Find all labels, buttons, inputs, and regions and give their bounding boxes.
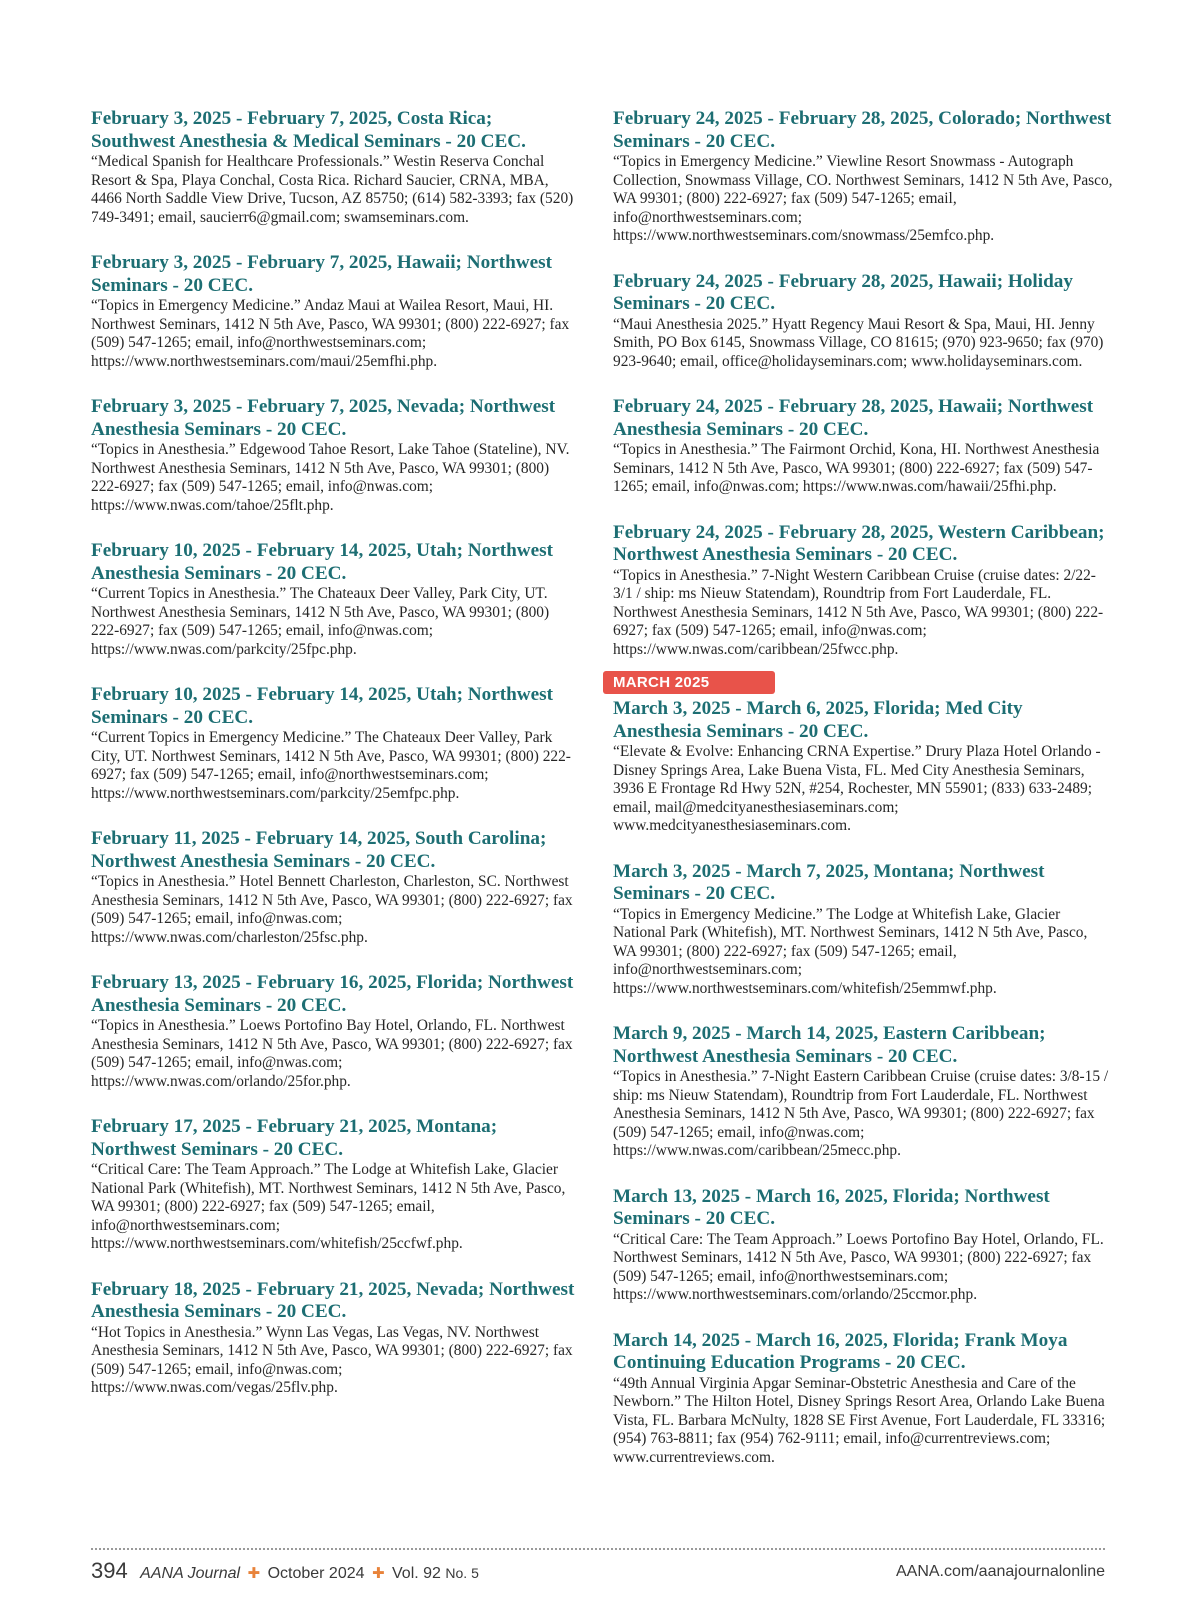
entry-heading: March 3, 2025 - March 6, 2025, Florida; Med City Anesthesia Seminars - 20 CEC. [613,698,1023,742]
entry-details: “Topics in Anesthesia.” 7-Night Western Caribbean Cruise (cruise dates: 2/22-3/1 / ship: ms Nieuw Statendam), Roundtrip from Fort Lauderdale, FL. Northwest Anesthesia Seminars, 1412 N 5th Ave, Pasco, WA 99301; (800) 222-6927; fax (509) 547-1265; email, info@nwas.com; https://www.nwas.com/caribbean/25fwcc.php. [613,566,1104,658]
listing-entry [613,1186,1113,1305]
listing-entry [613,271,1113,372]
listing-entry [613,698,1113,836]
listing-entry [91,108,579,227]
entry-heading: March 13, 2025 - March 16, 2025, Florida; Northwest Seminars - 20 CEC. [613,1185,1050,1229]
issue-number: No. 5 [445,1565,479,1581]
issue-date: October 2024 [267,1565,365,1582]
entry-heading: February 24, 2025 - February 28, 2025, Hawaii; Northwest Anesthesia Seminars - 20 CEC. [613,396,1094,440]
entry-heading: February 11, 2025 - February 14, 2025, South Carolina; Northwest Anesthesia Seminars - 20 CEC. [91,828,547,872]
entry-details: “Topics in Emergency Medicine.” Andaz Maui at Wailea Resort, Maui, HI. Northwest Seminars, 1412 N 5th Ave, Pasco, WA 99301; (800) 222-6927; fax (509) 547-1265; email, info@northwestseminars.com; https://www.northwestseminars.com/maui/25emfhi.php. [91,297,570,370]
entry-heading: February 3, 2025 - February 7, 2025, Costa Rica; Southwest Anesthesia & Medical Seminars - 20 CEC. [91,108,526,152]
entry-heading: February 13, 2025 - February 16, 2025, Florida; Northwest Anesthesia Seminars - 20 CEC. [91,972,574,1016]
listing-entry [613,861,1113,999]
right-column [613,108,1113,1492]
entry-heading: February 10, 2025 - February 14, 2025, Utah; Northwest Seminars - 20 CEC. [91,684,554,728]
listing-entry [613,1330,1113,1468]
entry-details: “49th Annual Virginia Apgar Seminar-Obstetric Anesthesia and Care of the Newborn.” The Hilton Hotel, Disney Springs Resort Area, Orlando Lake Buena Vista, FL. Barbara McNulty, 1828 SE First Avenue, Fort Lauderdale, FL 33316; (954) 763-8811; fax (954) 762-9111; email, info@currentreviews.com; www.currentreviews.com. [613,1374,1106,1466]
entry-heading: February 3, 2025 - February 7, 2025, Nevada; Northwest Anesthesia Seminars - 20 CEC. [91,396,556,440]
entry-details: “Topics in Anesthesia.” The Fairmont Orchid, Kona, HI. Northwest Anesthesia Seminars, 1412 N 5th Ave, Pasco, WA 99301; (800) 222-6927; fax (509) 547-1265; email, info@nwas.com; https://www.nwas.com/hawaii/25fhi.php. [613,441,1100,495]
listing-entry [613,522,1113,660]
listing-entry [91,540,579,659]
entry-details: “Critical Care: The Team Approach.” Loews Portofino Bay Hotel, Orlando, FL. Northwest Seminars, 1412 N 5th Ave, Pasco, WA 99301; (800) 222-6927; fax (509) 547-1265; email, info@northwestseminars.com; https://www.northwestseminars.com/orlando/25ccmor.php. [613,1230,1104,1303]
entry-details: “Topics in Anesthesia.” 7-Night Eastern Caribbean Cruise (cruise dates: 3/8-15 / ship: ms Nieuw Statendam), Roundtrip from Fort Lauderdale, FL. Northwest Anesthesia Seminars, 1412 N 5th Ave, Pasco, WA 99301; (800) 222-6927; fax (509) 547-1265; email, info@nwas.com; https://www.nwas.com/caribbean/25mecc.php. [613,1068,1109,1159]
entry-details: “Medical Spanish for Healthcare Professionals.” Westin Reserva Conchal Resort & Spa, Playa Conchal, Costa Rica. Richard Saucier, CRNA, MBA, 4466 North Saddle View Drive, Tucson, AZ 85750; (614) 582-3393; fax (520) 749-3491; email, saucierr6@gmail.com; swamseminars.com. [91,153,574,226]
entry-heading: February 24, 2025 - February 28, 2025, Western Caribbean; Northwest Anesthesia Seminars - 20 CEC. [613,521,1105,565]
entry-details: “Topics in Emergency Medicine.” Viewline Resort Snowmass - Autograph Collection, Snowmass Village, CO. Northwest Seminars, 1412 N 5th Ave, Pasco, WA 99301; (800) 222-6927; fax (509) 547-1265; email, info@northwestseminars.com; https://www.northwestseminars.com/snowmass/25emfco.php. [613,153,1113,244]
website-link[interactable]: AANA.com/aanajournalonline [895,1563,1105,1580]
listing-entry [613,1023,1113,1161]
entry-heading: March 9, 2025 - March 14, 2025, Eastern Caribbean; Northwest Anesthesia Seminars - 20 CEC. [613,1023,1046,1067]
page-number: 394 [91,1558,128,1583]
listing-entry [91,972,579,1091]
listing-entry [91,1116,579,1254]
entry-details: “Topics in Anesthesia.” Hotel Bennett Charleston, Charleston, SC. Northwest Anesthesia Seminars, 1412 N 5th Ave, Pasco, WA 99301; (800) 222-6927; fax (509) 547-1265; email, info@nwas.com; https://www.nwas.com/charleston/25fsc.php. [91,873,573,946]
plus-separator-icon: ✚ [247,1565,261,1582]
entry-heading: February 18, 2025 - February 21, 2025, Nevada; Northwest Anesthesia Seminars - 20 CEC. [91,1278,575,1322]
entry-details: “Current Topics in Anesthesia.” The Chateaux Deer Valley, Park City, UT. Northwest Anesthesia Seminars, 1412 N 5th Ave, Pasco, WA 99301; (800) 222-6927; fax (509) 547-1265; email, info@nwas.com; https://www.nwas.com/parkcity/25fpc.php. [91,585,550,658]
entry-heading: March 14, 2025 - March 16, 2025, Florida; Frank Moya Continuing Education Programs - 20 CEC. [613,1329,1068,1373]
listing-entry [91,684,579,803]
page-footer [91,1558,1105,1584]
left-column [91,108,579,1423]
entry-details: “Maui Anesthesia 2025.” Hyatt Regency Maui Resort & Spa, Maui, HI. Jenny Smith, PO Box 6145, Snowmass Village, CO 81615; (970) 923-9650; fax (970) 923-9640; email, office@holidayseminars.com; www.holidayseminars.com. [613,315,1104,370]
journal-name: AANA Journal [140,1565,241,1582]
entry-heading: February 17, 2025 - February 21, 2025, Montana; Northwest Seminars - 20 CEC. [91,1116,498,1160]
entry-heading: March 3, 2025 - March 7, 2025, Montana; Northwest Seminars - 20 CEC. [613,860,1045,904]
entry-heading: February 10, 2025 - February 14, 2025, Utah; Northwest Anesthesia Seminars - 20 CEC. [91,540,554,584]
entry-details: “Topics in Anesthesia.” Edgewood Tahoe Resort, Lake Tahoe (Stateline), NV. Northwest Anesthesia Seminars, 1412 N 5th Ave, Pasco, WA 99301; (800) 222-6927; fax (509) 547-1265; email, info@nwas.com; https://www.nwas.com/tahoe/25flt.php. [91,441,570,514]
entry-details: “Elevate & Evolve: Enhancing CRNA Expertise.” Drury Plaza Hotel Orlando - Disney Springs Area, Lake Buena Vista, FL. Med City Anesthesia Seminars, 3936 E Frontage Rd Hwy 52N, #254, Rochester, MN 55901; (833) 633-2489; email, mail@medcityanesthesiaseminars.com; www.medcityanesthesiaseminars.com. [613,743,1101,834]
listing-entry [91,1279,579,1398]
section-header-march: MARCH 2025 [603,671,775,694]
entry-heading: February 24, 2025 - February 28, 2025, Hawaii; Holiday Seminars - 20 CEC. [613,270,1073,314]
entry-details: “Current Topics in Emergency Medicine.” The Chateaux Deer Valley, Park City, UT. Northwest Seminars, 1412 N 5th Ave, Pasco, WA 99301; (800) 222-6927; fax (509) 547-1265; email, info@northwestseminars.com; https://www.northwestseminars.com/parkcity/25emfpc.php. [91,729,571,802]
listing-entry [91,252,579,371]
entry-heading: February 3, 2025 - February 7, 2025, Hawaii; Northwest Seminars - 20 CEC. [91,252,552,296]
listing-entry [91,828,579,947]
listing-entry [613,108,1113,246]
listing-entry [613,396,1113,497]
entry-heading: February 24, 2025 - February 28, 2025, Colorado; Northwest Seminars - 20 CEC. [613,108,1112,152]
plus-separator-icon: ✚ [371,1565,385,1582]
entry-details: “Topics in Anesthesia.” Loews Portofino Bay Hotel, Orlando, FL. Northwest Anesthesia Seminars, 1412 N 5th Ave, Pasco, WA 99301; (800) 222-6927; fax (509) 547-1265; email, info@nwas.com; https://www.nwas.com/orlando/25for.php. [91,1017,573,1090]
footer-divider [91,1548,1105,1550]
listing-entry [91,396,579,515]
entry-details: “Critical Care: The Team Approach.” The Lodge at Whitefish Lake, Glacier National Park (Whitefish), MT. Northwest Seminars, 1412 N 5th Ave, Pasco, WA 99301; (800) 222-6927; fax (509) 547-1265; email, info@northwestseminars.com; https://www.northwestseminars.com/whitefish/25ccfwf.php. [91,1161,566,1252]
entry-details: “Topics in Emergency Medicine.” The Lodge at Whitefish Lake, Glacier National Park (Whitefish), MT. Northwest Seminars, 1412 N 5th Ave, Pasco, WA 99301; (800) 222-6927; fax (509) 547-1265; email, info@northwestseminars.com; https://www.northwestseminars.com/whitefish/25emmwf.php. [613,905,1088,997]
volume-label: Vol. 92 [392,1565,441,1582]
entry-details: “Hot Topics in Anesthesia.” Wynn Las Vegas, Las Vegas, NV. Northwest Anesthesia Seminars, 1412 N 5th Ave, Pasco, WA 99301; (800) 222-6927; fax (509) 547-1265; email, info@nwas.com; https://www.nwas.com/vegas/25flv.php. [91,1323,573,1396]
